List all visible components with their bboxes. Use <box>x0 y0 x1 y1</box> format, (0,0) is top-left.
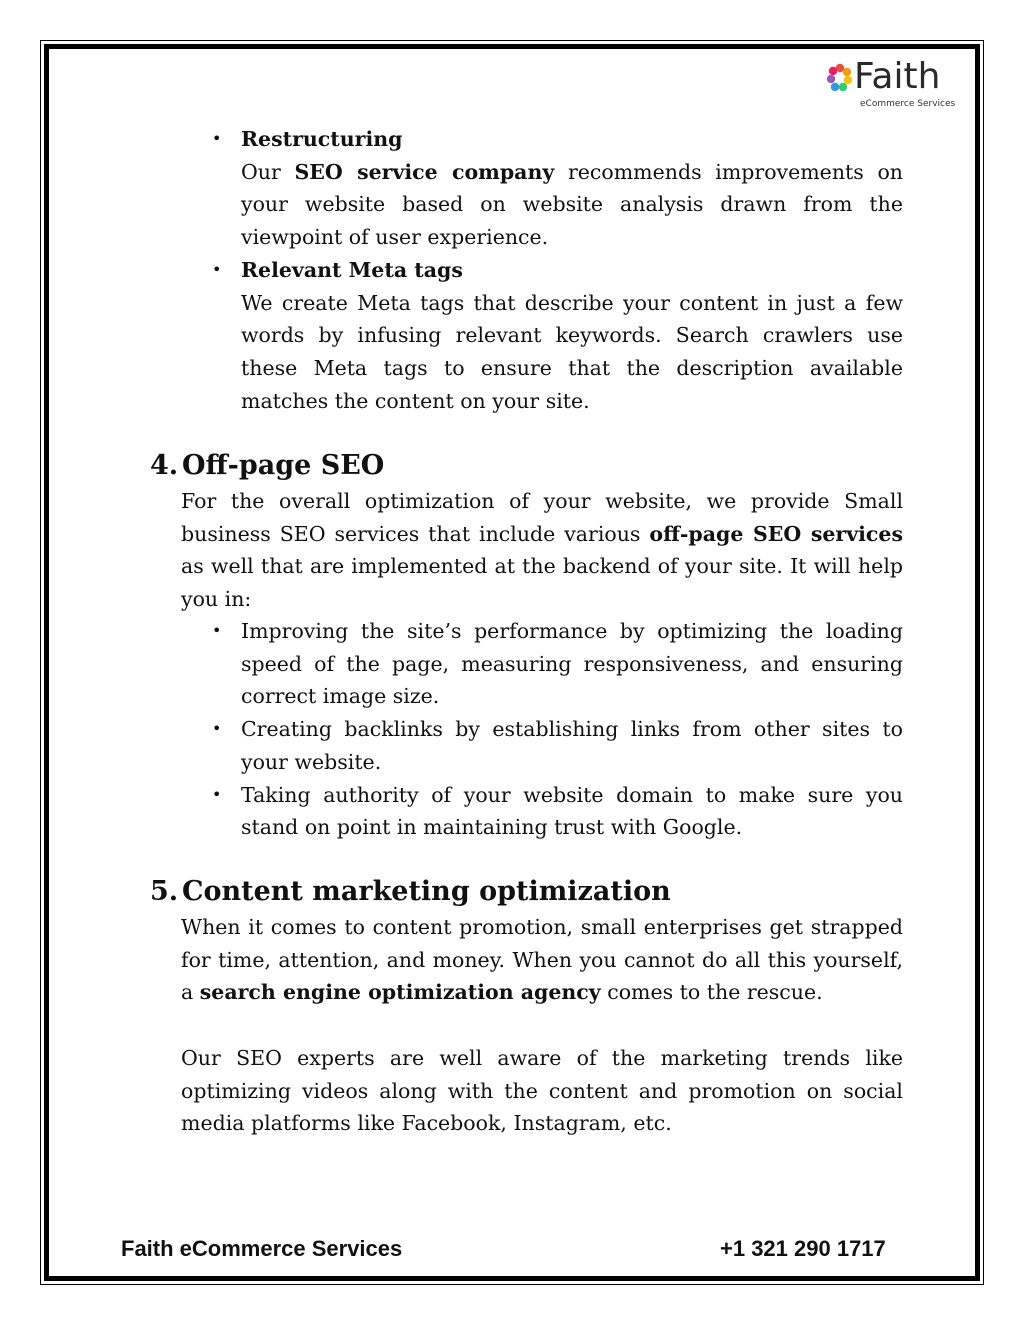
list-item <box>212 713 903 778</box>
bullet-dot: • <box>212 259 222 279</box>
list-item-text: We create Meta tags that describe your content in just a few words by infusing relevant keywords. Search crawlers use these Meta tags to ensure that the description available matches the content on your site. <box>241 290 903 413</box>
seo-agency-phrase: search engine optimization agency <box>199 980 601 1005</box>
list-item-text: Our SEO service company recommends improvements on your website based on website analysis drawn from the viewpoint of user experience. <box>241 159 904 250</box>
bullet-dot: • <box>212 129 222 148</box>
list-item-text: Improving the site’s performance by optimizing the loading speed of the page, measuring responsiveness, and ensuring correct image size. <box>241 619 903 709</box>
seo-service-company-phrase: SEO service company <box>294 159 555 184</box>
bullet-list-top <box>212 123 904 417</box>
bullet-dot: • <box>212 784 222 804</box>
logo-subtitle: eCommerce Services <box>860 99 956 109</box>
section-4-paragraph: For the overall optimization of your website, we provide Small business SEO services that include various off-page SEO services as well that are implemented at the backend of your site. It will help you in: <box>181 489 903 612</box>
list-item-title: Restructuring <box>241 127 403 151</box>
footer-phone: +1 321 290 1717 <box>720 1236 886 1261</box>
bullet-list-offpage <box>212 615 903 844</box>
section-5-heading: 5. Content marketing optimization <box>150 876 671 907</box>
logo-wordmark: Faith <box>854 56 941 97</box>
bullet-dot: • <box>212 621 222 640</box>
footer-company: Faith eCommerce Services <box>121 1236 403 1261</box>
list-item <box>212 779 903 844</box>
list-item <box>212 254 903 418</box>
section-5-paragraph-1: When it comes to content promotion, small enterprises get strapped for time, attention, and money. When you cannot do all this yourself, a search engine optimization agency comes to the rescue. <box>181 915 903 1005</box>
list-item-title: Relevant Meta tags <box>241 257 463 282</box>
off-page-seo-phrase: off-page SEO services <box>649 521 903 546</box>
list-item-text: Taking authority of your website domain to make sure you stand on point in maintaining trust with Google. <box>241 782 903 840</box>
list-item-text: Creating backlinks by establishing links from other sites to your website. <box>241 717 903 774</box>
list-item <box>212 615 903 713</box>
flower-icon <box>826 62 854 98</box>
company-logo <box>826 56 966 110</box>
list-item <box>212 123 904 254</box>
bullet-dot: • <box>212 719 222 739</box>
section-5-paragraph-2: Our SEO experts are well aware of the marketing trends like optimizing videos along with the content and promotion on social media platforms like Facebook, Instagram, etc. <box>181 1046 903 1136</box>
section-4-heading: 4. Off-page SEO <box>150 450 385 481</box>
